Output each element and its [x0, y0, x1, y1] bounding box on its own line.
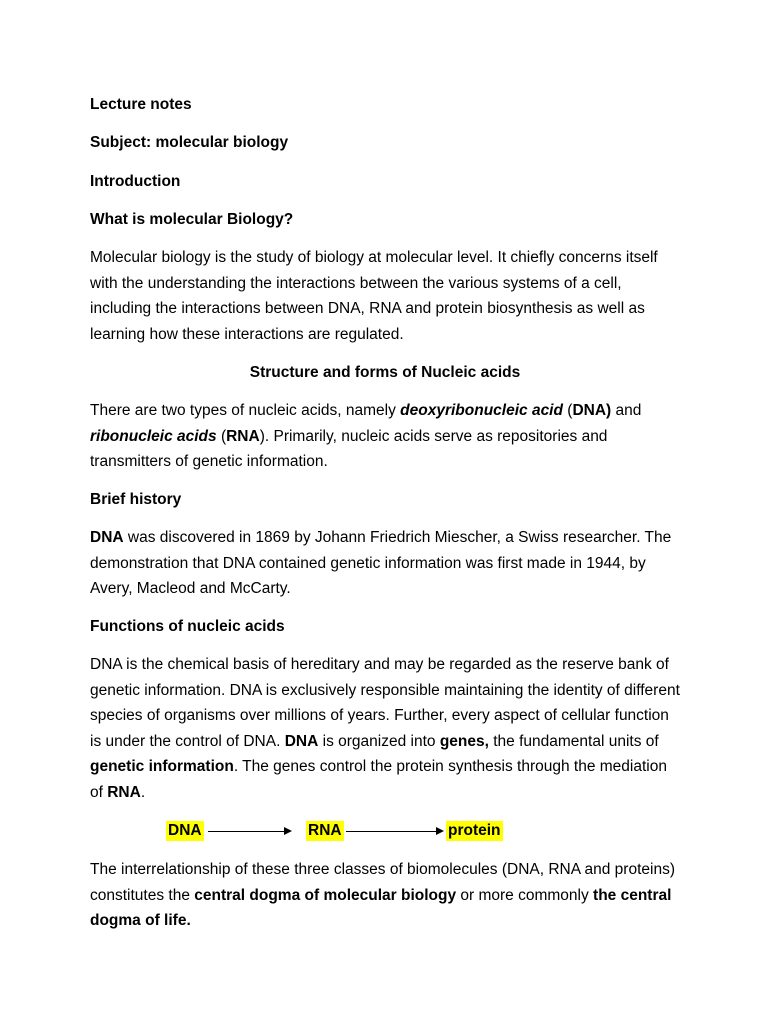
types-text: (: [216, 427, 227, 445]
functions-dna: DNA: [284, 732, 319, 750]
central-dogma-life-term: the central dogma of life.: [90, 886, 672, 930]
structure-heading: Structure and forms of Nucleic acids: [249, 364, 521, 381]
dna-abbrev: DNA): [572, 402, 612, 419]
closing-text: or more commonly: [456, 886, 594, 904]
closing-paragraph: [90, 857, 680, 934]
functions-genetic-info: genetic information: [90, 758, 234, 776]
functions-rna: RNA: [107, 783, 141, 801]
intro-paragraph: Molecular biology is the study of biology at molecular level. It chiefly concerns itself with the understanding the interactions between the various systems of a cell, including the interactions between DNA, RNA and protein biosynthesis as well as learning how these interactions are regulated.: [90, 249, 658, 343]
history-text: was discovered in 1869 by Johann Friedrich Miescher, a Swiss researcher. The demonstration that DNA contained genetic information was first made in 1944, by Avery, Macleod and McCarty.: [90, 529, 672, 598]
functions-text: is organized into: [318, 732, 440, 750]
closing-text: The interrelationship of these three classes of biomolecules (DNA, RNA and proteins) constitutes the: [90, 861, 675, 904]
dogma-rna-label: RNA: [308, 822, 342, 839]
rna-abbrev: RNA: [226, 427, 260, 445]
dna-fullname: deoxyribonucleic acid: [400, 402, 563, 419]
functions-text: .: [140, 783, 146, 801]
functions-text: . The genes control the protein synthesis through the mediation of: [90, 758, 667, 801]
types-paragraph: [90, 398, 680, 475]
functions-heading: Functions of nucleic acids: [90, 618, 285, 635]
dogma-arrow-icon: [208, 831, 290, 832]
intro-heading: Introduction: [90, 173, 181, 190]
history-heading: Brief history: [90, 491, 182, 508]
central-dogma-diagram: [166, 821, 504, 841]
functions-paragraph: [90, 652, 680, 806]
dogma-dna-label: DNA: [168, 822, 202, 839]
types-text: ). Primarily, nucleic acids serve as repositories and transmitters of genetic information.: [90, 427, 608, 471]
doc-title: Lecture notes: [90, 96, 192, 113]
doc-subject: Subject: molecular biology: [90, 134, 289, 151]
types-text: and: [611, 402, 642, 419]
dogma-arrow-icon: [346, 831, 442, 832]
central-dogma-term: central dogma of molecular biology: [194, 886, 457, 904]
functions-genes: genes,: [439, 732, 489, 750]
history-dna: DNA: [90, 529, 124, 546]
types-text: (: [562, 402, 573, 419]
rna-fullname: ribonucleic acids: [90, 427, 217, 445]
dogma-protein-label: protein: [448, 822, 501, 839]
question-heading: What is molecular Biology?: [90, 211, 294, 228]
functions-text: the fundamental units of: [488, 732, 659, 750]
functions-text: DNA is the chemical basis of hereditary and may be regarded as the reserve bank of genetic information. DNA is exclusively responsible maintaining the identity of different species of organisms over millions of years. Further, every aspect of cellular function is under the control of DNA.: [90, 656, 680, 750]
history-paragraph: [90, 525, 680, 602]
types-text: There are two types of nucleic acids, namely: [90, 402, 401, 419]
